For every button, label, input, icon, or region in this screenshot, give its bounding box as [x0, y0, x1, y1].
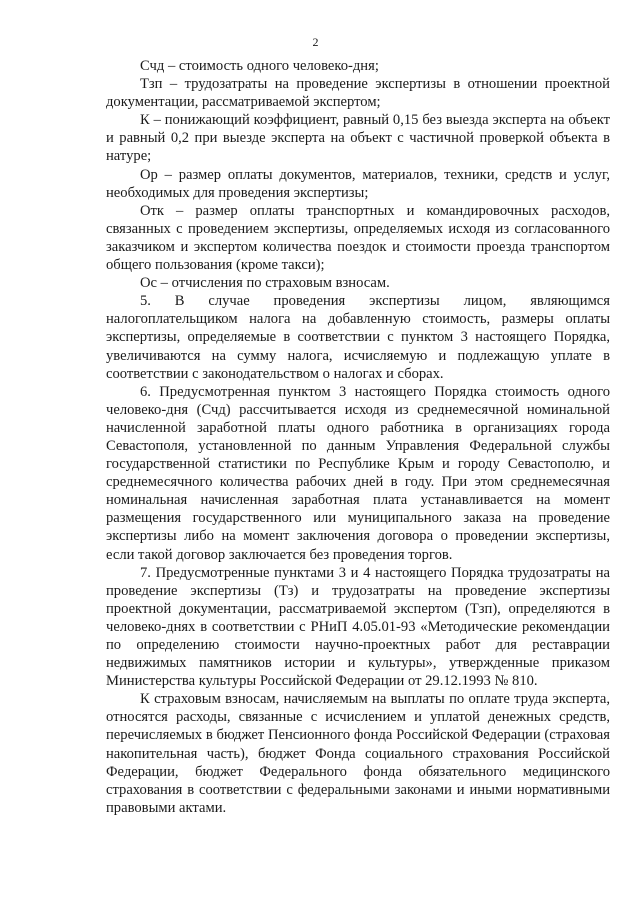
definition-k: К – понижающий коэффициент, равный 0,15 без выезда эксперта на объект и равный 0,2 при выезде эксперта на объект с частичной проверкой объекта в натуре;: [106, 112, 610, 165]
document-body: [106, 57, 610, 817]
definition-or: Ор – размер оплаты документов, материалов, техники, средств и услуг, необходимых для проведения экспертизы;: [106, 166, 610, 201]
clause-5: 5. В случае проведения экспертизы лицом, являющимся налогоплательщиком налога на добавленную стоимость, размеры оплаты экспертизы, определяемые в соответствии с пунктом 3 настоящего Порядка, увеличиваются на сумму налога, исчисляемую и подлежащую уплате в соответствии с законодательством о налогах и сборах.: [106, 293, 610, 382]
definition-schd: Счд – стоимость одного человеко-дня;: [140, 58, 379, 74]
clause-7: 7. Предусмотренные пунктами 3 и 4 настоящего Порядка трудозатраты на проведение экспертизы (Тз) и трудозатраты на проведение экспертизы проектной документации, рассматриваемой экспертом (Тзп), определяются в человеко-днях в соответствии с РНиП 4.05.01-93 «Методические рекомендации по определению стоимости научно-проектных работ для реставрации недвижимых памятников истории и культуры», утвержденные приказом Министерства культуры Российской Федерации от 29.12.1993 № 810.: [106, 564, 610, 690]
definition-tzp: Тзп – трудозатраты на проведение экспертизы в отношении проектной документации, рассматриваемой экспертом;: [106, 76, 610, 111]
definition-otk: Отк – размер оплаты транспортных и командировочных расходов, связанных с проведением экспертизы, определяемых исходя из согласованного заказчиком и экспертом количества поездок и стоимости проезда транспортом общего пользования (кроме такси);: [106, 202, 610, 274]
clause-6: 6. Предусмотренная пунктом 3 настоящего Порядка стоимость одного человеко-дня (Счд) рассчитывается исходя из среднемесячной номинальной начисленной заработной платы одного работника в организациях города Севастополя, установленной по данным Управления Федеральной службы государственной статистики по Республике Крым и городу Севастополю, и среднемесячного количества рабочих дней в году. При этом среднемесячная номинальная начисленная заработная плата устанавливается на момент размещения государственного или муниципального заказа на проведение экспертизы либо на момент заключения договора о проведении экспертизы, если такой договор заключается без проведения торгов.: [106, 383, 610, 563]
definition-os: Ос – отчисления по страховым взносам.: [140, 275, 390, 292]
page-number: 2: [312, 35, 319, 49]
insurance-contributions-paragraph: К страховым взносам, начисляемым на выплаты по оплате труда эксперта, относятся расходы, связанные с исчислением и уплатой денежных средств, перечисляемых в бюджет Пенсионного фонда Российской Федерации (страховая накопительная часть), бюджет Фонда социального страхования Российской Федерации, бюджет Федерального фонда обязательного медицинского страхования в соответствии с федеральными законами и иными нормативными правовыми актами.: [106, 691, 610, 816]
